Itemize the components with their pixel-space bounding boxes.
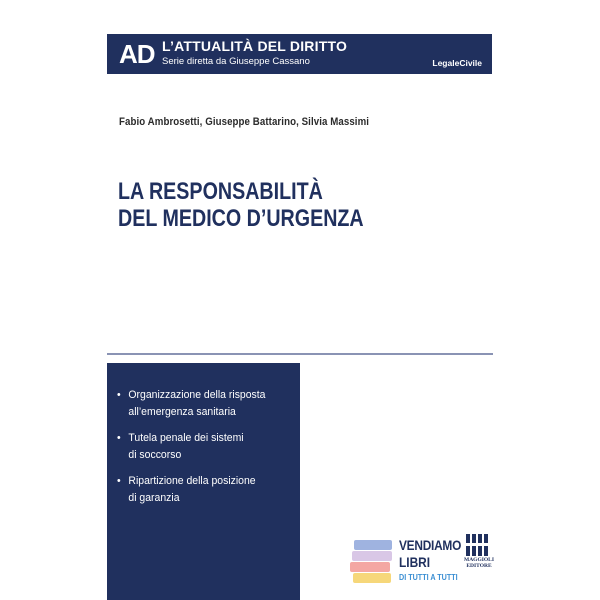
sticker-line: VENDIAMO	[399, 537, 462, 553]
publisher-mark-icon	[466, 534, 492, 556]
summary-item	[117, 473, 286, 507]
summary-list	[117, 387, 295, 516]
series-subtitle: Serie diretta da Giuseppe Cassano	[162, 56, 310, 67]
bullet-icon: •	[117, 389, 121, 401]
summary-line: Organizzazione della risposta	[128, 389, 266, 401]
book-stack-icon	[350, 536, 395, 586]
publisher-name: MAGGIOLI EDITORE	[464, 557, 494, 569]
authors: Fabio Ambrosetti, Giuseppe Battarino, Silvia Massimi	[119, 116, 370, 128]
series-header	[107, 34, 492, 74]
vendiamo-libri-sticker	[350, 536, 462, 590]
bullet-icon: •	[117, 432, 121, 444]
summary-line: all’emergenza sanitaria	[128, 406, 236, 418]
book-title-line: DEL MEDICO D’URGENZA	[118, 205, 364, 232]
sticker-tagline: DI TUTTI A TUTTI	[399, 573, 458, 582]
publisher-logo	[466, 534, 492, 568]
summary-item	[117, 387, 286, 421]
series-logo: AD	[119, 39, 155, 69]
summary-line: di soccorso	[128, 449, 182, 461]
summary-item	[117, 430, 286, 464]
summary-line: Ripartizione della posizione	[128, 475, 256, 487]
series-title: L’ATTUALITÀ DEL DIRITTO	[162, 38, 348, 54]
summary-line: di garanzia	[128, 492, 180, 504]
book-title	[118, 178, 364, 232]
book-title-line: LA RESPONSABILITÀ	[118, 178, 323, 205]
summary-panel	[107, 363, 300, 600]
sticker-line: LIBRI	[399, 554, 431, 570]
summary-line: Tutela penale dei sistemi	[128, 432, 244, 444]
bullet-icon: •	[117, 475, 121, 487]
divider	[107, 353, 493, 355]
imprint-label: LegaleCivile	[432, 58, 482, 68]
